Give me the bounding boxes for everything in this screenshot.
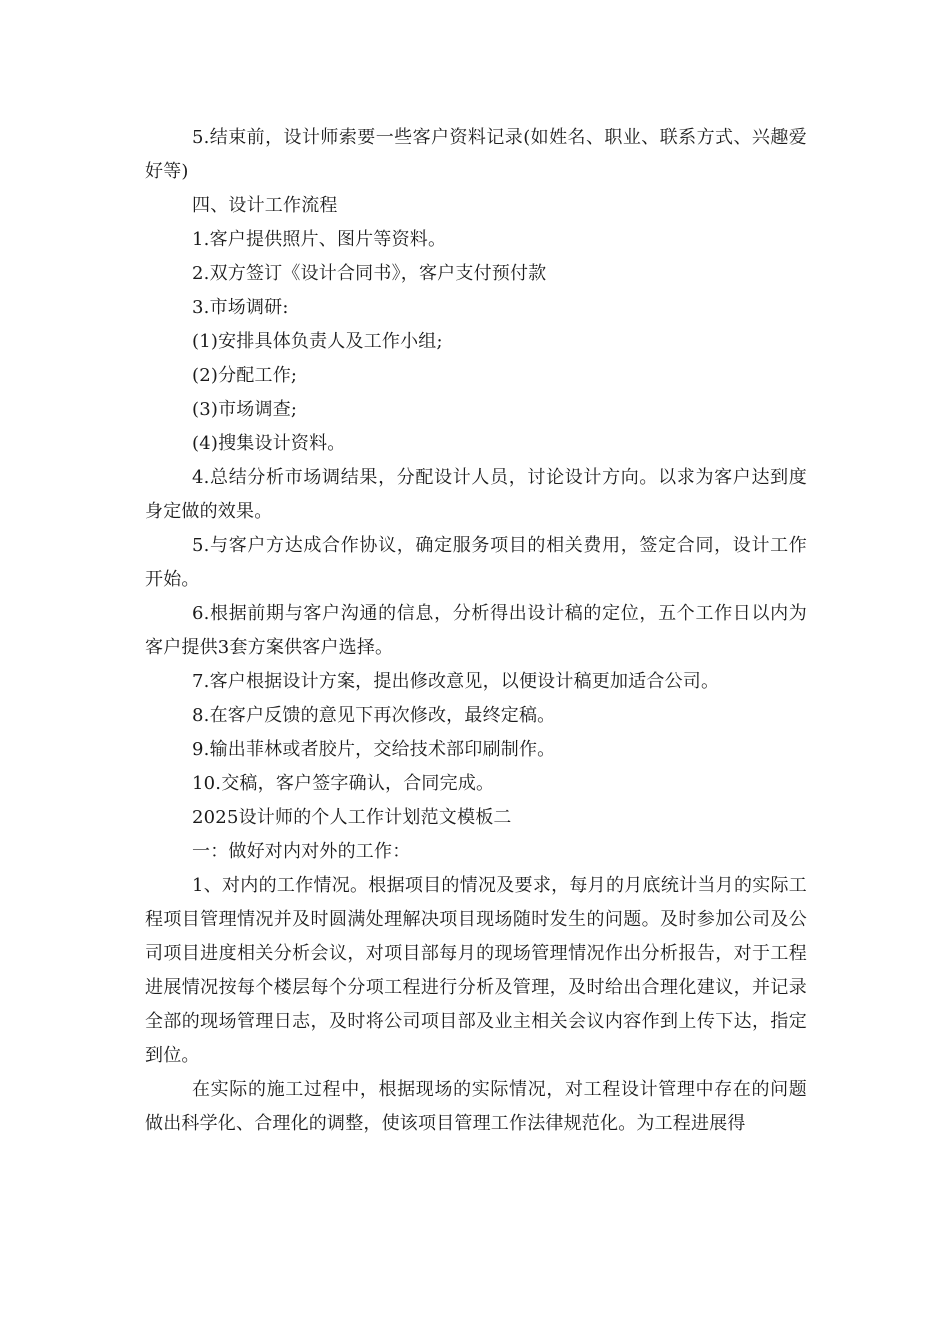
workflow-step-6: 6.根据前期与客户沟通的信息，分析得出设计稿的定位，五个工作日以内为客户提供3套方案供客户选择。 (145, 603, 807, 658)
template-two-title: 2025设计师的个人工作计划范文模板二 (192, 807, 512, 828)
workflow-step-5: 5.与客户方达成合作协议，确定服务项目的相关费用，签定合同，设计工作开始。 (145, 535, 807, 590)
workflow-step-2: 2.双方签订《设计合同书》，客户支付预付款 (192, 263, 547, 284)
workflow-step-8: 8.在客户反馈的意见下再次修改，最终定稿。 (192, 705, 556, 726)
section-heading-workflow: 四、设计工作流程 (192, 195, 338, 216)
paragraph-construction-process: 在实际的施工过程中，根据现场的实际情况，对工程设计管理中存在的问题做出科学化、合理化的调整，使该项目管理工作法律规范化。为工程进展得 (145, 1079, 807, 1134)
workflow-step-3: 3.市场调研: (192, 297, 289, 318)
substep-4: (4)搜集设计资料。 (192, 433, 346, 454)
workflow-step-4: 4.总结分析市场调结果，分配设计人员，讨论设计方向。以求为客户达到度身定做的效果。 (145, 467, 807, 522)
substep-3: (3)市场调查; (192, 399, 298, 420)
substep-2: (2)分配工作; (192, 365, 298, 386)
paragraph-closing-step: 5.结束前，设计师索要一些客户资料记录(如姓名、职业、联系方式、兴趣爱好等) (145, 127, 807, 182)
workflow-step-10: 10.交稿，客户签字确认，合同完成。 (192, 773, 495, 794)
substep-1: (1)安排具体负责人及工作小组; (192, 331, 443, 352)
workflow-step-1: 1.客户提供照片、图片等资料。 (192, 229, 447, 250)
paragraph-internal-work: 1、对内的工作情况。根据项目的情况及要求，每月的月底统计当月的实际工程项目管理情况并及时圆满处理解决项目现场随时发生的问题。及时参加公司及公司项目进度相关分析会议，对项目部每月的现场管理情况作出分析报告，对于工程进展情况按每个楼层每个分项工程进行分析及管理，及时给出合理化建议，并记录全部的现场管理日志，及时将公司项目部及业主相关会议内容作到上传下达，指定到位。 (145, 875, 807, 1066)
workflow-step-9: 9.输出菲林或者胶片，交给技术部印刷制作。 (192, 739, 556, 760)
section-heading-internal-external: 一：做好对内对外的工作： (192, 841, 411, 862)
document-body (145, 121, 807, 1141)
workflow-step-7: 7.客户根据设计方案，提出修改意见，以便设计稿更加适合公司。 (192, 671, 720, 692)
